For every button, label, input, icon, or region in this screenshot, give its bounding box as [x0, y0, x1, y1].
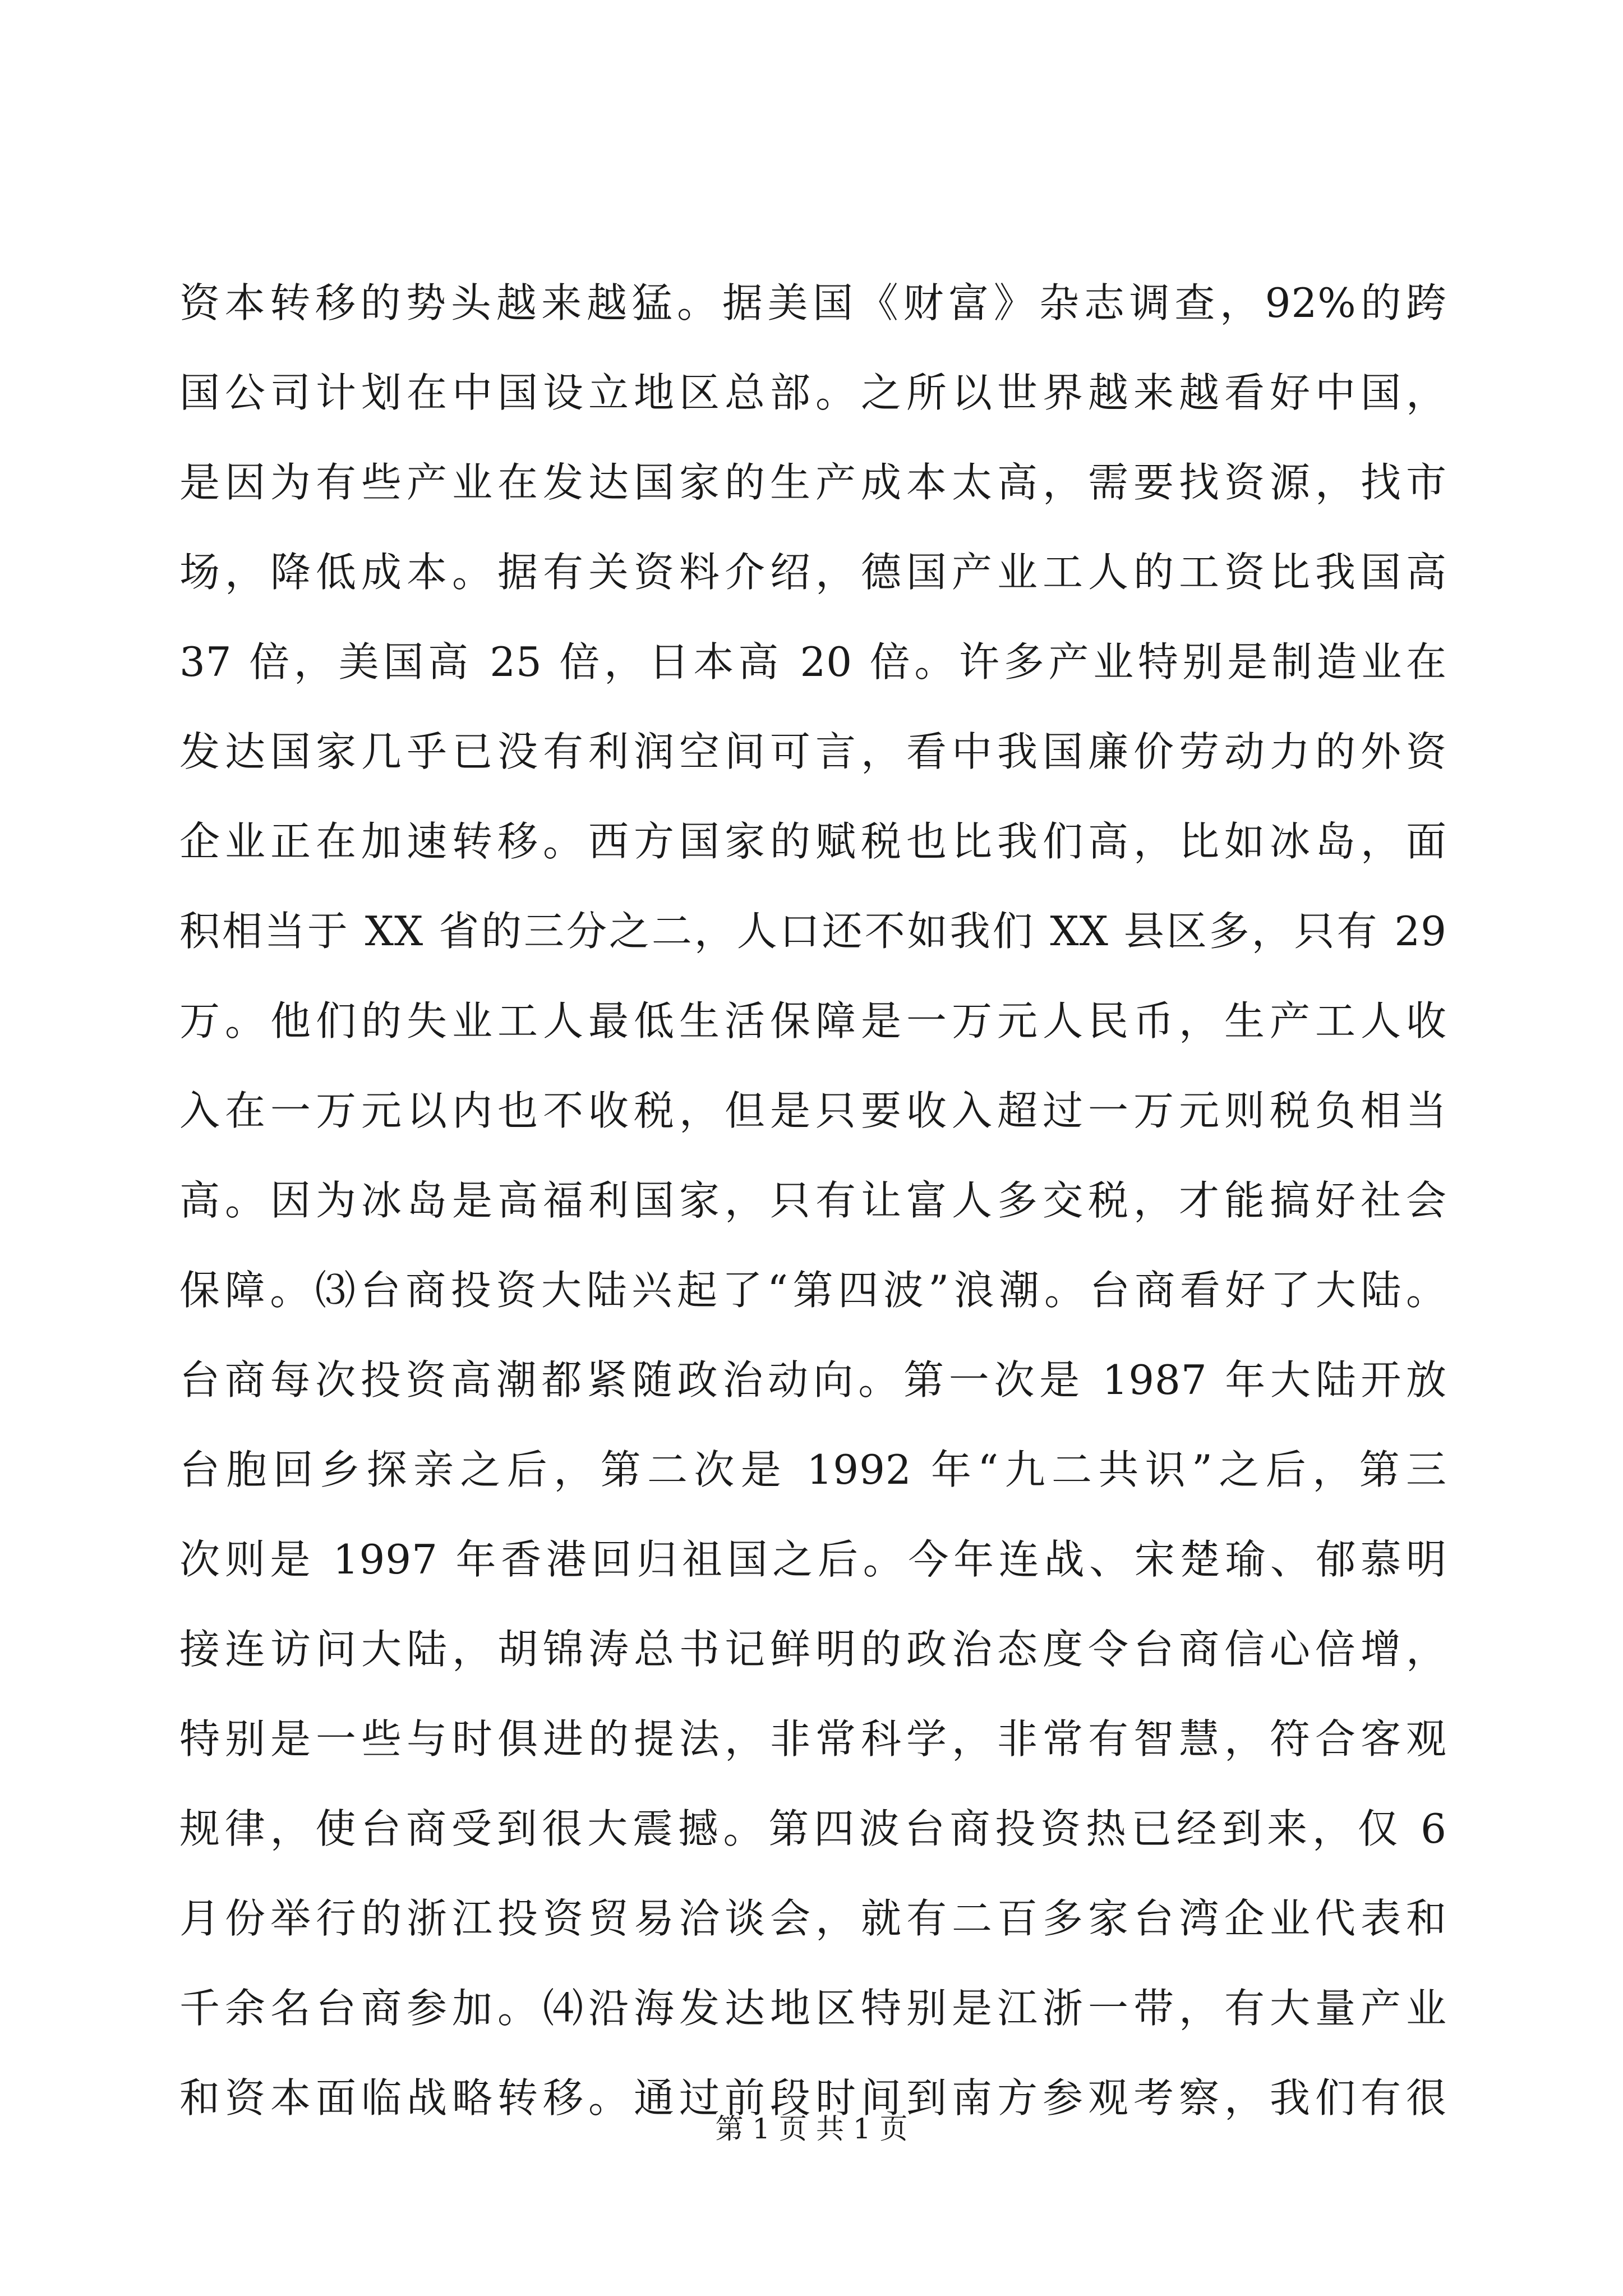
text-line-16: 接连访问大陆，胡锦涛总书记鲜明的政治态度令台商信心倍增， — [179, 1626, 1447, 1673]
text-line-15: 次则是 1997 年香港回归祖国之后。今年连战、宋楚瑜、郁慕明 — [179, 1536, 1447, 1583]
text-line-11: 高。因为冰岛是高福利国家，只有让富人多交税，才能搞好社会 — [179, 1177, 1447, 1224]
text-line-2: 国公司计划在中国设立地区总部。之所以世界越来越看好中国， — [179, 369, 1447, 416]
body-paragraph — [179, 258, 1447, 2143]
text-line-4: 场，降低成本。据有关资料介绍，德国产业工人的工资比我国高 — [179, 549, 1447, 596]
text-line-14: 台胞回乡探亲之后，第二次是 1992 年“九二共识”之后，第三 — [179, 1446, 1447, 1493]
text-line-18: 规律，使台商受到很大震撼。第四波台商投资热已经到来，仅 6 — [179, 1805, 1447, 1852]
text-line-19: 月份举行的浙江投资贸易洽谈会，就有二百多家台湾企业代表和 — [179, 1895, 1447, 1942]
text-line-12: 保障。⑶台商投资大陆兴起了“第四波”浪潮。台商看好了大陆。 — [179, 1267, 1447, 1314]
text-line-3: 是因为有些产业在发达国家的生产成本太高，需要找资源，找市 — [179, 459, 1447, 506]
text-line-9: 万。他们的失业工人最低生活保障是一万元人民币，生产工人收 — [179, 997, 1447, 1045]
text-line-5: 37 倍，美国高 25 倍，日本高 20 倍。许多产业特别是制造业在 — [179, 638, 1447, 685]
text-line-21: 和资本面临战略转移。通过前段时间到南方参观考察，我们有很 — [179, 2074, 1447, 2122]
text-line-1: 资本转移的势头越来越猛。据美国《财富》杂志调查，92%的跨 — [179, 279, 1447, 326]
text-line-8: 积相当于 XX 省的三分之二，人口还不如我们 XX 县区多，只有 29 — [179, 908, 1447, 955]
text-line-17: 特别是一些与时俱进的提法，非常科学，非常有智慧，符合客观 — [179, 1715, 1447, 1763]
text-line-6: 发达国家几乎已没有利润空间可言，看中我国廉价劳动力的外资 — [179, 728, 1447, 775]
text-line-13: 台商每次投资高潮都紧随政治动向。第一次是 1987 年大陆开放 — [179, 1356, 1447, 1404]
text-line-20: 千余名台商参加。⑷沿海发达地区特别是江浙一带，有大量产业 — [179, 1985, 1447, 2032]
text-line-10: 入在一万元以内也不收税，但是只要收入超过一万元则税负相当 — [179, 1087, 1447, 1134]
page-number-footer: 第 1 页 共 1 页 — [715, 2113, 908, 2145]
text-line-7: 企业正在加速转移。西方国家的赋税也比我们高，比如冰岛，面 — [179, 818, 1447, 865]
